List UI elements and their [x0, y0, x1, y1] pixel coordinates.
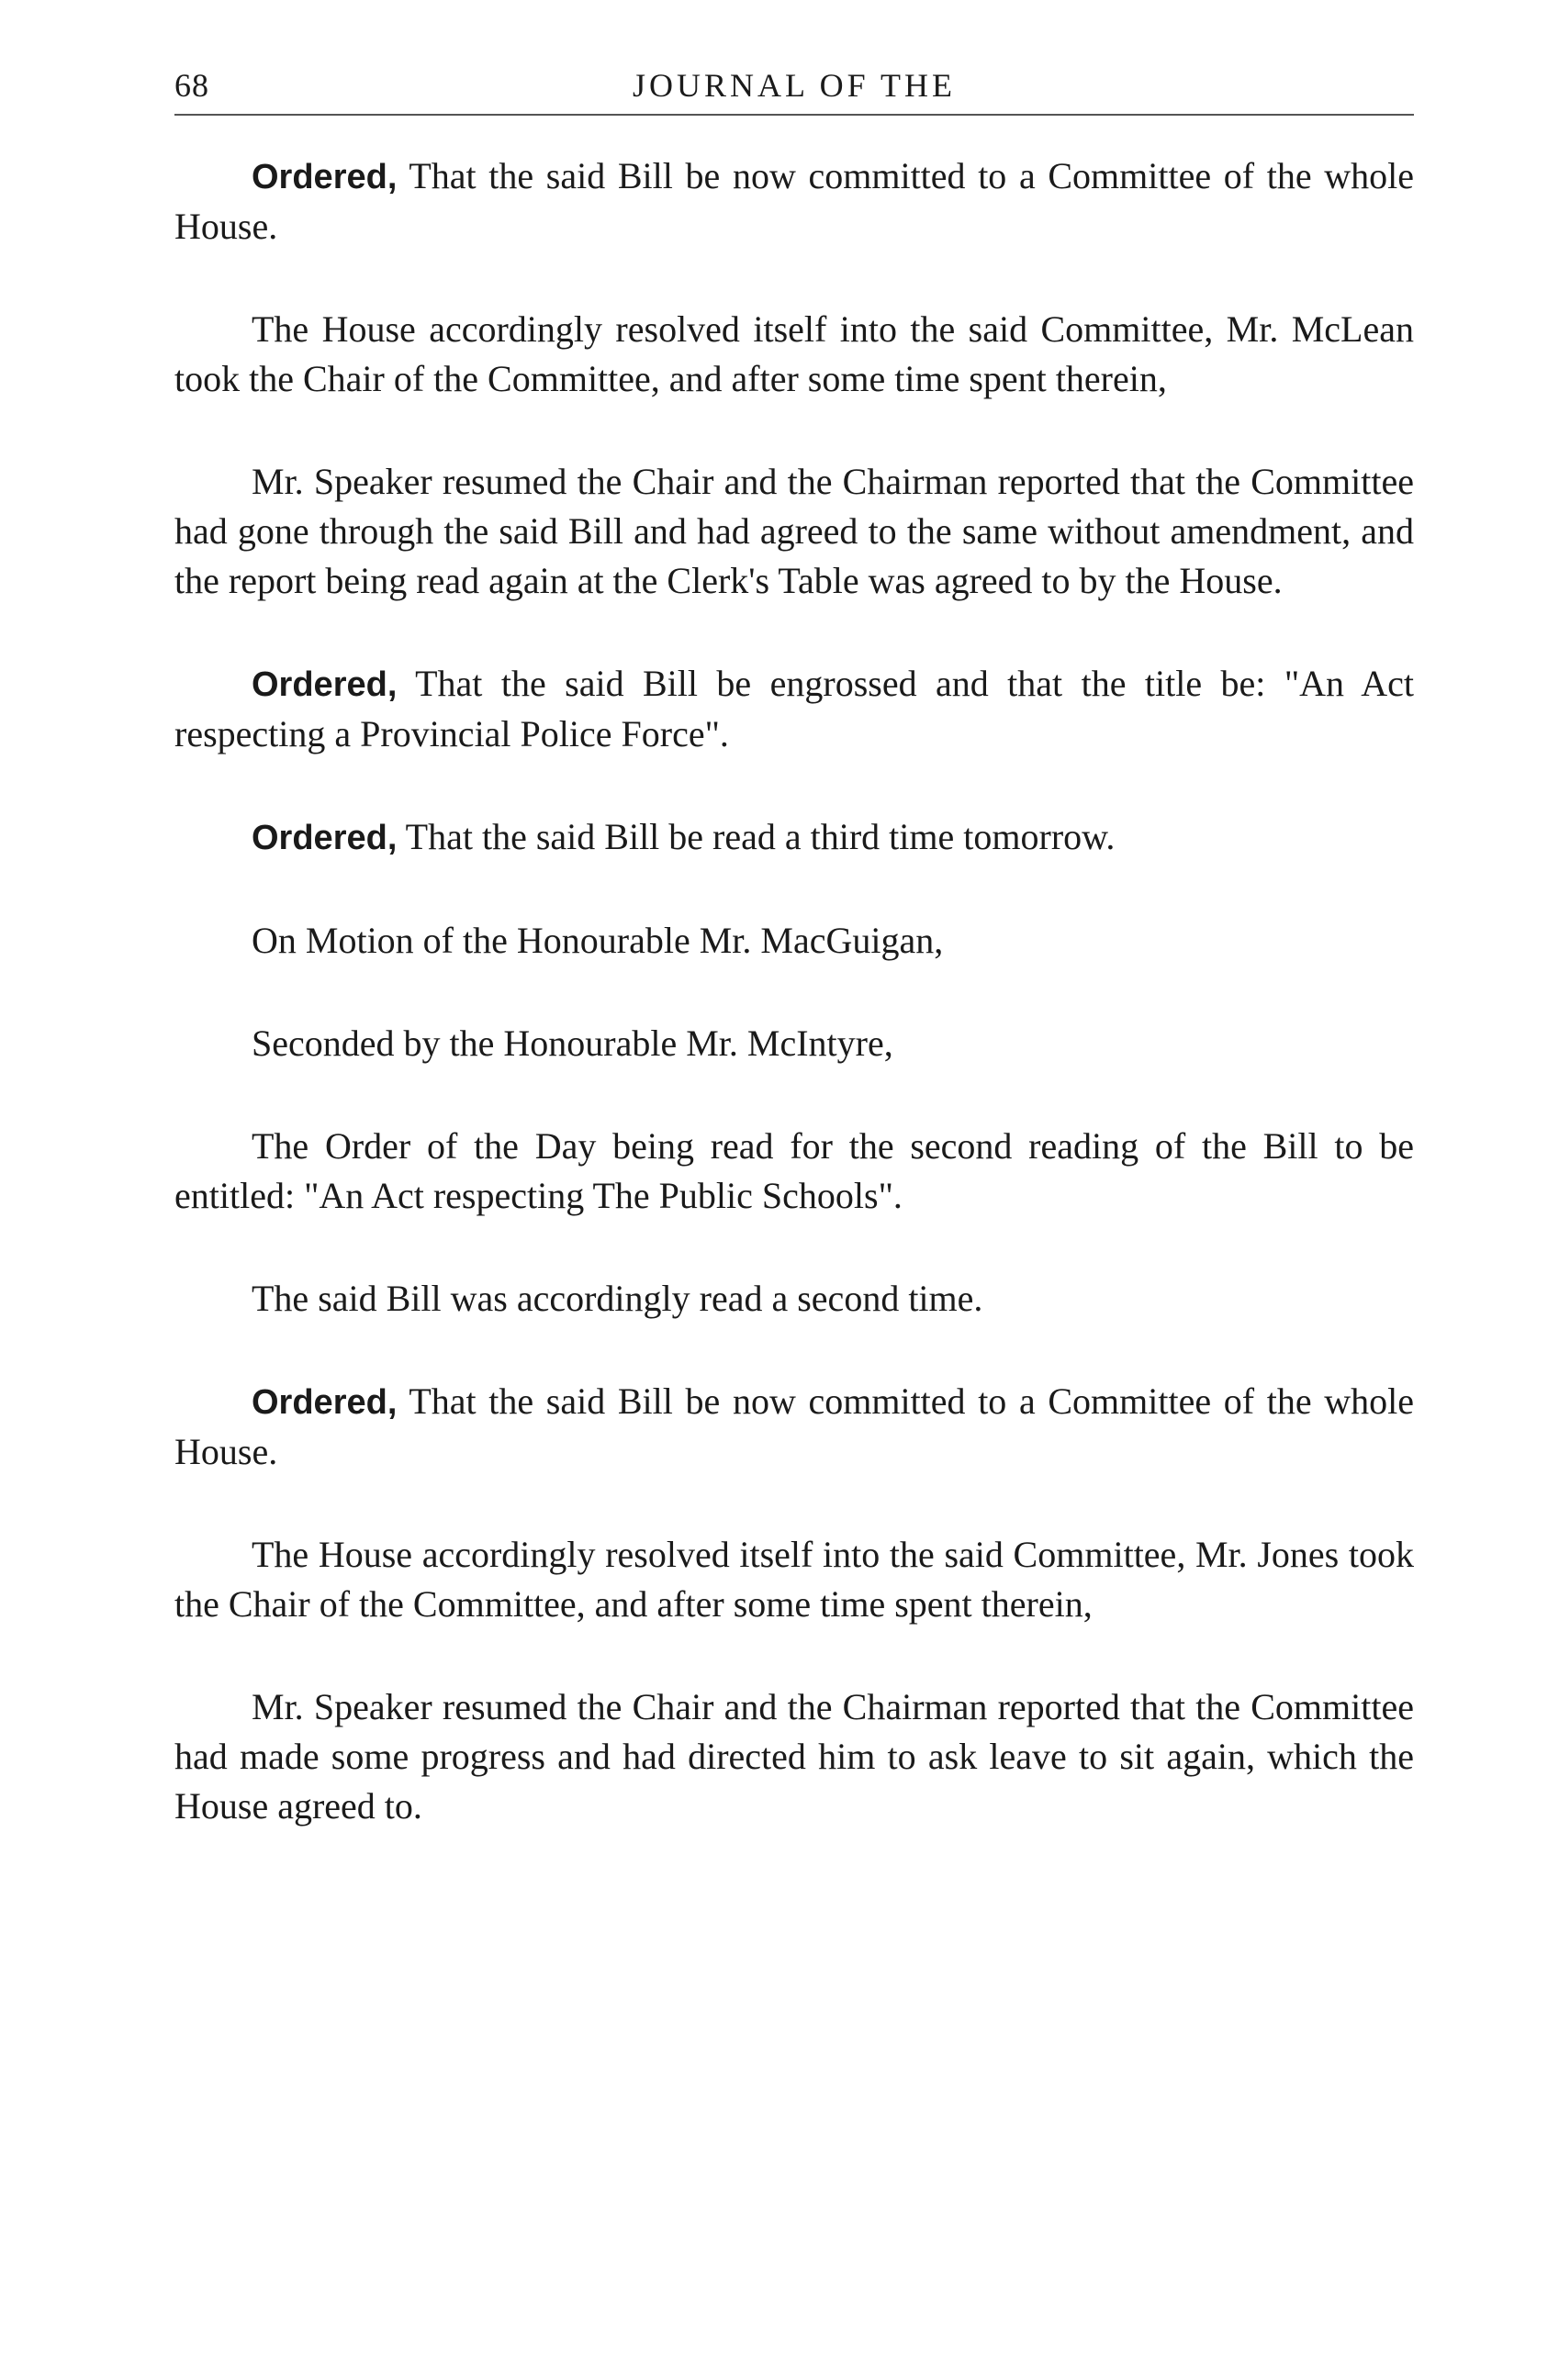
- paragraph-text: That the said Bill be now committed to a Committee of the whole House.: [174, 1380, 1415, 1472]
- paragraph-text: Mr. Speaker resumed the Chair and the Chairman reported that the Committee had gone through the said Bill and had agreed to the same without amendment, and the report being read again at the Clerk's Table was agreed to by the House.: [174, 461, 1414, 601]
- paragraph-motion: [174, 916, 1414, 966]
- header-rule: [174, 114, 1414, 116]
- journal-body: [174, 151, 1414, 1884]
- paragraph-text: That the said Bill be engrossed and that the title be: "An Act respecting a Provincial Police Force".: [174, 663, 1415, 754]
- paragraph-lead: Ordered,: [252, 819, 398, 857]
- paragraph-lead: Ordered,: [252, 665, 398, 704]
- paragraph-engrossed: [174, 659, 1414, 759]
- paragraph-text: Mr. Speaker resumed the Chair and the Chairman reported that the Committee had made some progress and had directed him to ask leave to sit again, which the House agreed to.: [174, 1686, 1414, 1827]
- paragraph-committed-2: [174, 1377, 1414, 1477]
- page-header: [174, 66, 1414, 121]
- paragraph-third-reading: [174, 812, 1414, 863]
- paragraph-text: The House accordingly resolved itself into the said Committee, Mr. McLean took the Chair of the Committee, and after some time spent therein,: [174, 308, 1414, 399]
- paragraph-text: That the said Bill be read a third time tomorrow.: [405, 816, 1116, 857]
- paragraph-text: The House accordingly resolved itself into the said Committee, Mr. Jones took the Chair of the Committee, and after some time spent therein,: [174, 1534, 1414, 1625]
- paragraph-second-reading: [174, 1274, 1414, 1324]
- paragraph-text: The said Bill was accordingly read a second time.: [252, 1278, 983, 1319]
- page-number: 68: [174, 67, 209, 104]
- paragraph-committed: [174, 151, 1414, 251]
- paragraph-speaker-report: [174, 457, 1414, 606]
- paragraph-speaker-progress: [174, 1682, 1414, 1831]
- running-title: JOURNAL OF THE: [632, 67, 956, 104]
- paragraph-lead: Ordered,: [252, 1383, 398, 1422]
- paragraph-text: That the said Bill be now committed to a Committee of the whole House.: [174, 155, 1415, 247]
- paragraph-committee-resolved: [174, 305, 1414, 404]
- paragraph-text: On Motion of the Honourable Mr. MacGuigan,: [252, 920, 944, 961]
- paragraph-seconded: [174, 1019, 1414, 1068]
- paragraph-text: The Order of the Day being read for the second reading of the Bill to be entitled: "An Act respecting The Public Schools".: [174, 1125, 1414, 1216]
- paragraph-lead: Ordered,: [252, 158, 398, 196]
- paragraph-order-of-day: [174, 1122, 1414, 1221]
- paragraph-committee-resolved-2: [174, 1530, 1414, 1629]
- paragraph-text: Seconded by the Honourable Mr. McIntyre,: [252, 1022, 893, 1064]
